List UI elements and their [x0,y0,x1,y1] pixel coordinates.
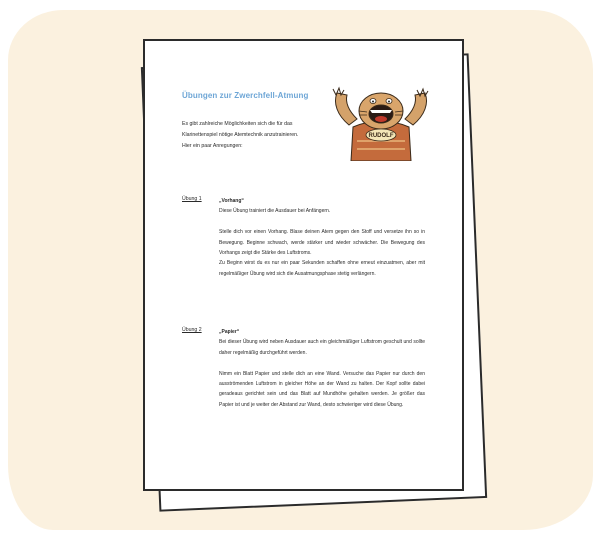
document-title: Übungen zur Zwerchfell-Atmung [182,91,309,100]
exercise-2-heading: „Papier“ [219,329,240,335]
rudolf-illustration [327,85,435,161]
intro-line: Es gibt zahlreiche Möglichkeiten sich die für das [182,121,293,127]
exercise-2-paragraph: Nimm ein Blatt Papier und stelle dich an eine Wand. Versuche das Papier nur durch den ausströmenden Luftstrom in gleicher Höhe an der Wand zu halten. Der Kopf sollte dabei geradeaus gerichtet sein und das Blatt auf Mundhöhe gehalten werden. Je größer das Papier ist und je weiter der Abstand zur Wand, desto schwieriger wird diese Übung. [219,370,425,408]
intro-line: Klarinettenspiel nötige Atemtechnik anzutrainieren. [182,132,299,138]
exercise-1-heading: „Vorhang“ [219,198,244,204]
exercise-1-label: Übung 1 [182,196,202,202]
exercise-1-paragraph: Zu Beginn wirst du es nur ein paar Sekunden schaffen ohne erneut einzuatmen, aber mit regelmäßiger Übung wird sich die Ausatmungsphase stetig verlängern. [219,260,425,277]
exercise-1-paragraph: Stelle dich vor einen Vorhang. Blase deinen Atem gegen den Stoff und versetze ihn so in Bewegung. Beginne schwach, werde stärker und wieder schwächer. Die Bewegung des Vorhangs zeigt die Stärke des Luftstroms. [219,229,425,257]
exercise-1-summary: Diese Übung trainiert die Ausdauer bei Anfängern. [219,208,331,215]
intro-text [182,119,327,152]
illustration-label: RUDOLF [368,133,394,140]
document-page [143,39,464,491]
exercise-1-body [219,196,425,279]
exercise-2-label: Übung 2 [182,327,202,333]
exercise-2-body [219,327,425,410]
intro-line: Hier ein paar Anregungen: [182,143,243,149]
exercise-2-summary: Bei dieser Übung wird neben Ausdauer auch ein gleichmäßiger Luftstrom geschult und sollte daher regelmäßig durchgeführt werden. [219,339,425,356]
